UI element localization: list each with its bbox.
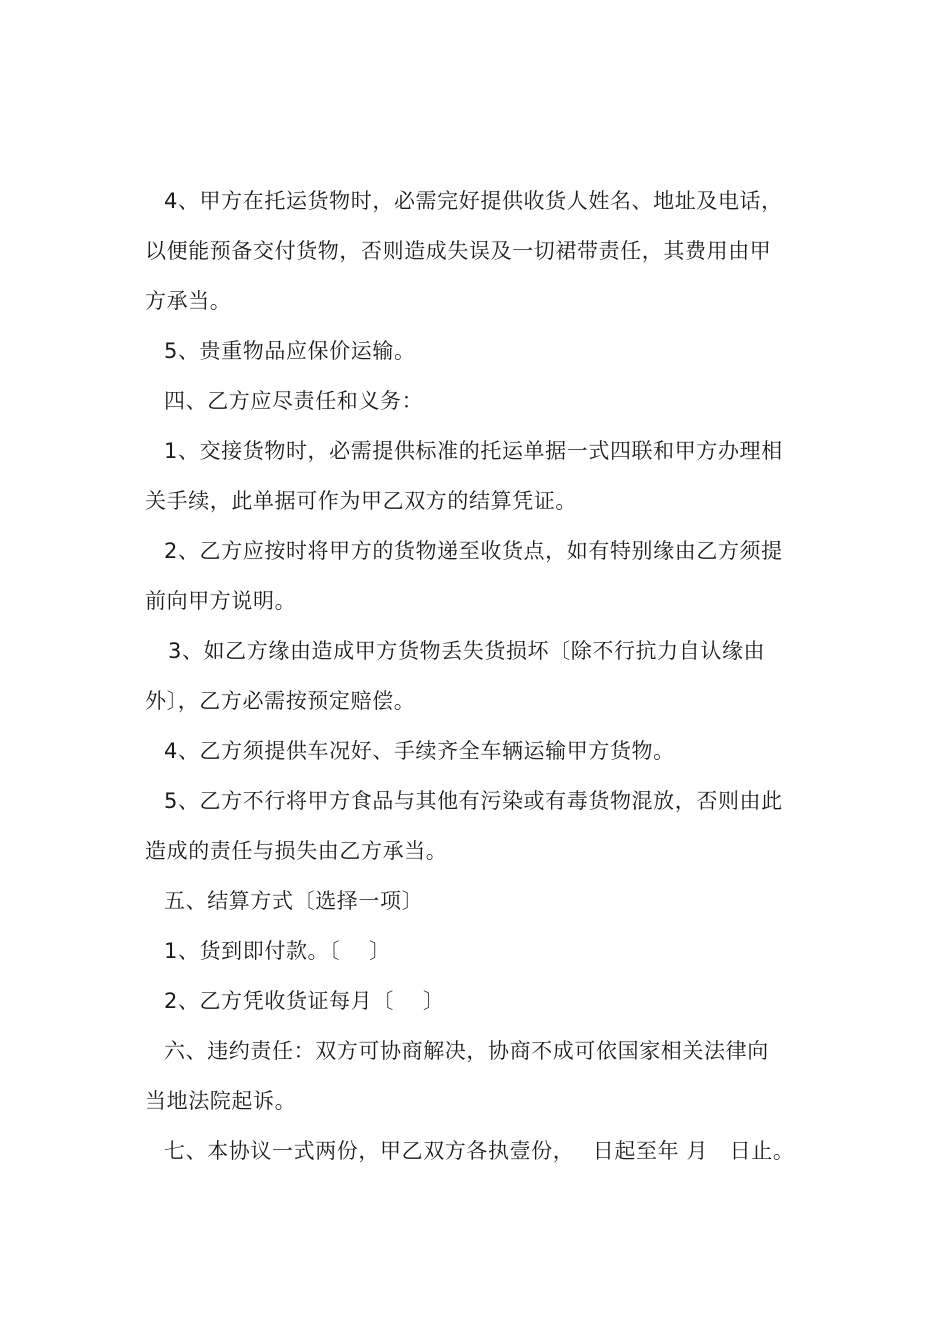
paragraph-line: 4、甲方在托运货物时，必需完好提供收货人姓名、地址及电话，	[164, 189, 783, 213]
section-heading: 四、乙方应尽责任和义务：	[164, 389, 424, 413]
paragraph-line: 2、乙方凭收货证每月〔 〕	[164, 989, 445, 1013]
paragraph-line: 外〕，乙方必需按预定赔偿。	[145, 689, 416, 713]
paragraph-line: 3、如乙方缘由造成甲方货物丢失货损坏〔除不行抗力自认缘由	[168, 639, 766, 663]
paragraph-line: 以便能预备交付货物，否则造成失误及一切裙带责任，其费用由甲	[145, 239, 772, 263]
section-heading: 七、本协议一式两份，甲乙双方各执壹份， 日起至年 月 日止。	[164, 1139, 795, 1163]
section-heading: 五、结算方式〔选择一项〕	[164, 889, 424, 913]
paragraph-line: 前向甲方说明。	[145, 589, 297, 613]
paragraph-line: 方承当。	[145, 289, 232, 313]
paragraph-line: 5、乙方不行将甲方食品与其他有污染或有毒货物混放，否则由此	[164, 789, 783, 813]
paragraph-line: 1、货到即付款。〔 〕	[164, 939, 391, 963]
paragraph-line: 造成的责任与损失由乙方承当。	[145, 839, 448, 863]
paragraph-line: 4、乙方须提供车况好、手续齐全车辆运输甲方货物。	[164, 739, 675, 763]
paragraph-line: 关手续，此单据可作为甲乙双方的结算凭证。	[145, 489, 577, 513]
paragraph-line: 2、乙方应按时将甲方的货物递至收货点，如有特别缘由乙方须提	[164, 539, 783, 563]
paragraph-line: 5、贵重物品应保价运输。	[164, 339, 416, 363]
paragraph-line: 当地法院起诉。	[145, 1089, 297, 1113]
section-heading: 六、违约责任：双方可协商解决，协商不成可依国家相关法律向	[164, 1039, 769, 1063]
paragraph-line: 1、交接货物时，必需提供标准的托运单据一式四联和甲方办理相	[164, 439, 783, 463]
